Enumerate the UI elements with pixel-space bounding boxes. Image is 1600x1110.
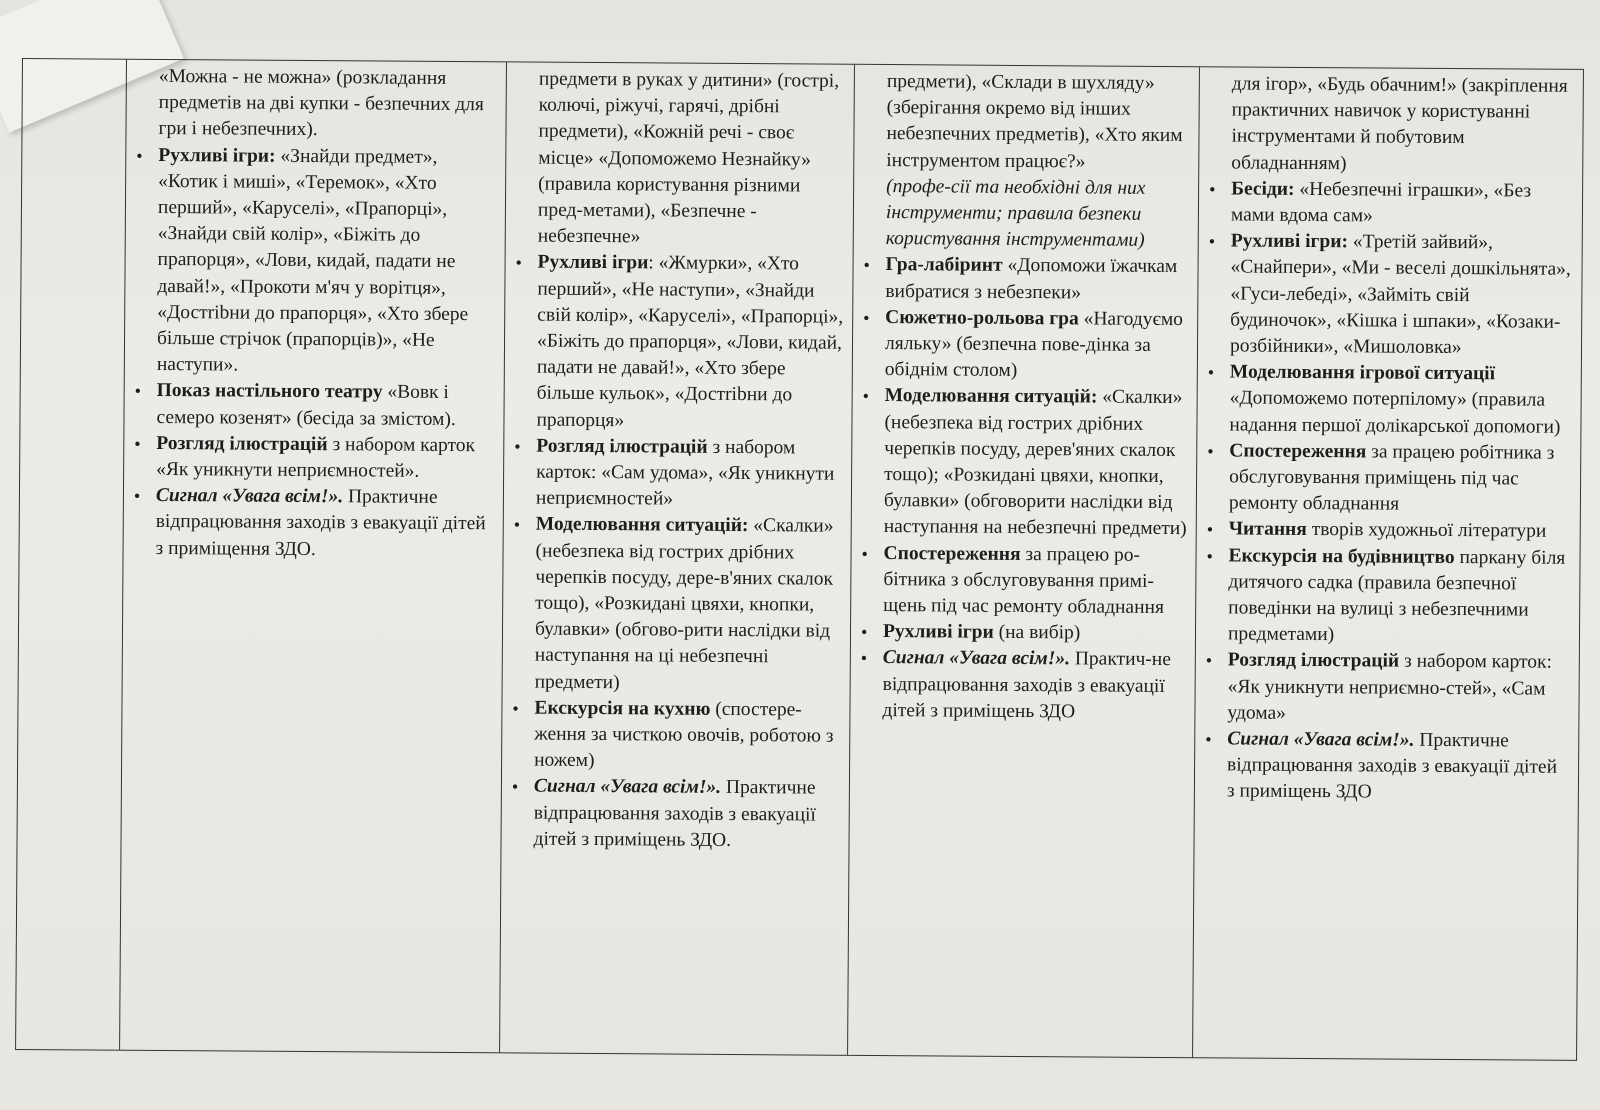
item-heading: Рухливі ігри (882, 621, 994, 644)
list-item (1213, 517, 1571, 546)
item-text: «Допоможемо потерпілому» (правила надання першої долікарської допомоги) (1229, 387, 1561, 438)
item-heading: Розгляд ілюстрацій (156, 432, 328, 455)
list-item (1215, 176, 1573, 231)
table-column-4 (1193, 67, 1580, 1060)
item-heading: Екскурсія на кухню (534, 697, 711, 720)
item-text: (спостере-ження за чисткою овочів, роботою з ножем) (534, 698, 834, 772)
table-column-2 (500, 62, 855, 1054)
signal-heading: Сигнал «Увага всім!». (882, 647, 1071, 670)
item-heading: Рухливі ігри: (158, 144, 276, 167)
list-item (866, 645, 1189, 726)
list-item (520, 250, 846, 436)
item-heading: Показ настільного театру (156, 380, 383, 403)
item-heading: Моделювання ситуацій: (535, 514, 749, 537)
list-item (140, 431, 497, 486)
item-heading: Моделювання ситуацій: (884, 385, 1098, 408)
list-item (140, 378, 497, 433)
list-item (867, 619, 1189, 647)
item-text: паркану біля дитячого садка (правила безпечної поведінки на вулиці з небезпечними предметами) (1227, 546, 1566, 646)
item-heading: Рухливі ігри: (1230, 230, 1349, 253)
item-text: предмети), «Склади в шухляду» (зберігання окремо від інших небезпечних предметів), «Хто яким інструментом працює?» (886, 71, 1183, 173)
item-text: «Можна - не можна» (розкладання предметів на дві купки - безпечних для гри і небезпечних). (158, 65, 485, 141)
item-text: «Третій зайвий», «Снайпери», «Ми - веселі дошкільнята», «Гуси-лебеді», «Займіть свій будиночок», «Кішка і шпаки», «Козаки-розбійники», «Мишоловка» (1229, 231, 1571, 359)
signal-heading: Сигнал «Увага всім!». (1227, 728, 1415, 751)
signal-heading: Сигнал «Увага всім!». (533, 776, 722, 799)
item-heading: Рухливі ігри (537, 252, 649, 274)
list-item (518, 695, 844, 776)
item-heading: Моделювання ігрової ситуації (1229, 361, 1496, 385)
list-item (869, 252, 1191, 307)
table-column-3 (848, 65, 1200, 1057)
item-heading: Спостереження (883, 542, 1021, 565)
item-text: (на вибір) (993, 622, 1081, 644)
list-item (141, 142, 500, 380)
item-heading: Спостереження (1229, 440, 1367, 463)
item-text: з набором карток «Як уникнути неприємностей». (156, 433, 476, 482)
signal-heading: Сигнал «Увага всім!». (155, 485, 344, 508)
item-text: з набором карток: «Сам удома», «Як уникнути неприємностей» (535, 436, 835, 510)
item-text: Практичне відпрацювання заходів з евакуації дітей з приміщень ЗДО (1226, 729, 1558, 803)
item-text: з набором карток: «Як уникнути неприємно-стей», «Сам удома» (1227, 651, 1553, 724)
item-text: за працею ро-бітника з обслуговування примі-щень під час ремонту обладнання (883, 543, 1165, 619)
item-text: Практичне відпрацювання заходів з евакуації дітей з приміщення ЗДО. (155, 486, 486, 560)
item-note: (профе-сії та необхідні для них інструменти; правила безпеки користування інструментами) (885, 175, 1146, 252)
item-text: «Знайди предмет», «Котик і миші», «Теремок», «Хто перший», «Каруселі», «Прапорці», «Знайди свій колір», «Біжіть до прапорця», «Лови, кидай, падати не давай!», «Прокоти м'яч у ворітця», «Достribни до прапорця», «Хто збере більше стрічок (прапорців)», «Не наступи». (156, 145, 469, 376)
item-text: «Нагодуємо ляльку» (безпечна пове-дінка за обіднім столом) (884, 308, 1184, 382)
paragraph (870, 69, 1193, 176)
item-heading: Розгляд ілюстрацій (1227, 649, 1400, 673)
paragraph (142, 64, 500, 145)
paragraph (1215, 71, 1574, 178)
item-text: «Допоможи їжачкам вибратися з небезпеки» (885, 255, 1178, 304)
list-item (1213, 438, 1572, 519)
list-item (520, 433, 846, 514)
item-text: творів художньої літератури (1306, 519, 1547, 543)
item-text: «Вовк і семеро козенят» (бесіда за змістом). (156, 381, 456, 430)
item-text: «Скалки» (небезпека від гострих дрібних черепків посуду, дере-в'яних скалок тощо), «Розкидані цвяхи, кнопки, булавки» (обгово-рити наслідки від наступання на ці небезпечні предмети) (534, 515, 834, 693)
item-heading: Екскурсія на будівництво (1228, 545, 1455, 568)
item-heading: Розгляд ілюстрацій (536, 435, 708, 458)
item-text: для ігор», «Будь обачним!» (закріплення практичних навичок у користуванні інструментами й побутовим обладнанням) (1231, 73, 1568, 174)
item-heading: Гра-лабіринт (885, 254, 1003, 277)
table-column-1 (120, 60, 507, 1053)
list-item (1214, 229, 1573, 363)
list-item (1211, 726, 1570, 807)
item-text: предмети в руках у дитини» (гострі, колючі, ріжучі, гарячі, дрібні предмети), «Кожній речі - своє місце» «Допоможемо Незнайку» (правила користування різними пред-метами), «Безпечне - небезпечне» (537, 68, 840, 248)
list-item (868, 383, 1191, 542)
list-item (139, 483, 497, 564)
list-item (1212, 543, 1571, 650)
paragraph (522, 66, 848, 252)
list-item (869, 305, 1192, 386)
item-heading: Бесіди: (1231, 178, 1295, 200)
item-text: «Скалки» (небезпека від гострих дрібних черепків посуду, дерев'яних скалок тощо); «Розкидані цвяхи, кнопки, булавки» (обговорити наслідки від наступання на небезпечні предмети) (883, 386, 1187, 540)
list-item (1213, 360, 1572, 441)
item-text: «Небезпечні іграшки», «Без мами вдома сам» (1230, 178, 1532, 227)
item-text: за працею робітника з обслуговування приміщень під час ремонту обладнання (1228, 441, 1555, 515)
item-text: : «Жмурки», «Хто перший», «Не наступи», «Знайди свій колір», «Каруселі», «Прапорці», «Біжіть до прапорця», «Лови, кидай, падати не давай!», «Хто збере більше кульок», «Достribни до прапорця» (536, 252, 844, 431)
paragraph (870, 174, 1193, 255)
list-item (519, 512, 845, 698)
item-text: Практич-не відпрацювання заходів з евакуації дітей з приміщень ЗДО (882, 648, 1172, 723)
item-text: Практичне відпрацювання заходів з евакуації дітей з приміщень ЗДО. (533, 777, 816, 851)
item-heading: Сюжетно-рольова гра (885, 306, 1079, 330)
list-item (517, 774, 843, 855)
table-column-empty (16, 59, 127, 1050)
activity-table (15, 58, 1584, 1061)
list-item (867, 541, 1190, 622)
item-heading: Читання (1228, 518, 1307, 541)
list-item (1211, 648, 1570, 729)
